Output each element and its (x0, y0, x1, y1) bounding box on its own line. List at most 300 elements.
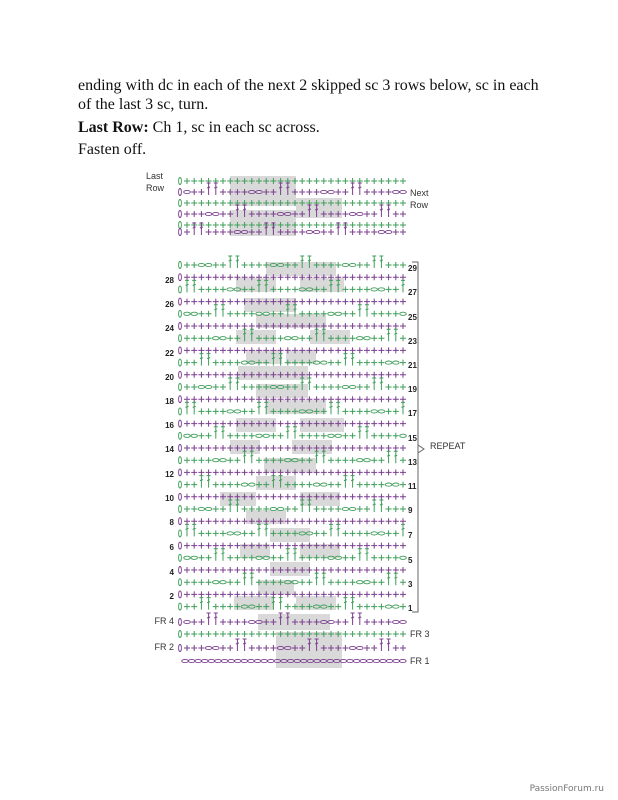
shaded-block (286, 350, 316, 364)
sc-stitch (357, 421, 363, 427)
sc-stitch (335, 189, 341, 195)
sc-stitch (314, 384, 320, 390)
sc-stitch (206, 274, 212, 280)
sc-stitch (191, 384, 197, 390)
chain-stitch (220, 337, 227, 340)
sc-stitch (213, 469, 219, 475)
sc-stitch (400, 323, 406, 329)
turning-chain (179, 396, 182, 403)
sc-stitch (249, 323, 255, 329)
sc-stitch (364, 262, 370, 268)
sc-stitch (213, 445, 219, 451)
chain-stitch (328, 312, 335, 315)
chain-stitch (378, 532, 385, 535)
row-num-28: 28 (165, 276, 174, 285)
chain-stitch (360, 659, 367, 662)
row-num-29: 29 (408, 264, 417, 273)
sc-stitch (256, 469, 262, 475)
sc-stitch (342, 200, 348, 206)
sc-stitch (206, 445, 212, 451)
sc-stitch (364, 299, 370, 305)
sc-stitch (400, 335, 406, 341)
last-row-label-2: Row (146, 183, 165, 193)
sc-stitch (335, 262, 341, 268)
sc-stitch (299, 222, 305, 228)
dc-stitch (315, 573, 319, 585)
sc-stitch (400, 299, 406, 305)
dc-stitch (185, 524, 189, 536)
dc-stitch (343, 476, 347, 488)
chain-stitch (349, 507, 356, 510)
dc-stitch (387, 639, 391, 651)
sc-stitch (328, 384, 334, 390)
sc-stitch (342, 299, 348, 305)
dc-stitch (401, 402, 405, 414)
chain-stitch (254, 659, 261, 662)
sc-stitch (357, 445, 363, 451)
sc-stitch (400, 360, 406, 366)
sc-stitch (393, 211, 399, 217)
sc-stitch (220, 619, 226, 625)
sc-stitch (227, 543, 233, 549)
sc-stitch (378, 482, 384, 488)
sc-stitch (393, 262, 399, 268)
sc-stitch (213, 482, 219, 488)
sc-stitch (350, 335, 356, 341)
chain-stitch (393, 605, 400, 608)
chain-stitch (353, 659, 360, 662)
sc-stitch (191, 299, 197, 305)
sc-stitch (371, 433, 377, 439)
sc-stitch (371, 645, 377, 651)
sc-stitch (263, 494, 269, 500)
turning-chain (179, 347, 182, 354)
sc-stitch (191, 347, 197, 353)
sc-stitch (350, 299, 356, 305)
chain-stitch (386, 659, 393, 662)
sc-stitch (342, 543, 348, 549)
chain-stitch (393, 620, 400, 623)
sc-stitch (191, 619, 197, 625)
sc-stitch (357, 286, 363, 292)
sc-stitch (234, 619, 240, 625)
sc-stitch (191, 189, 197, 195)
sc-stitch (198, 579, 204, 585)
sc-stitch (234, 396, 240, 402)
chain-stitch (371, 532, 378, 535)
chain-stitch (198, 263, 205, 266)
row-num-8: 8 (169, 518, 174, 527)
sc-stitch (371, 274, 377, 280)
sc-stitch (299, 482, 305, 488)
sc-stitch (206, 543, 212, 549)
sc-stitch (386, 396, 392, 402)
sc-stitch (400, 229, 406, 235)
dc-stitch (192, 524, 196, 536)
last-row-instructions: Ch 1, sc in each sc across. (148, 119, 320, 136)
sc-stitch (278, 433, 284, 439)
next-row-label-2: Row (410, 200, 429, 210)
sc-stitch (328, 229, 334, 235)
sc-stitch (249, 408, 255, 414)
chain-stitch (292, 337, 299, 340)
sc-stitch (220, 274, 226, 280)
sc-stitch (213, 567, 219, 573)
sc-stitch (393, 567, 399, 573)
sc-stitch (184, 506, 190, 512)
sc-stitch (378, 567, 384, 573)
sc-stitch (285, 604, 291, 610)
sc-stitch (364, 408, 370, 414)
sc-stitch (220, 323, 226, 329)
sc-stitch (393, 433, 399, 439)
sc-stitch (400, 482, 406, 488)
sc-stitch (227, 604, 233, 610)
dc-stitch (199, 354, 203, 366)
chain-stitch (342, 385, 349, 388)
sc-stitch (378, 591, 384, 597)
sc-stitch (364, 396, 370, 402)
chain-stitch (400, 312, 407, 315)
sc-stitch (184, 360, 190, 366)
dc-stitch (351, 476, 355, 488)
row-num-3: 3 (408, 580, 413, 589)
dc-stitch (192, 402, 196, 414)
chain-stitch (213, 459, 220, 462)
sc-stitch (393, 299, 399, 305)
chain-stitch (205, 263, 212, 266)
chain-stitch (306, 230, 313, 233)
sc-stitch (198, 619, 204, 625)
sc-stitch (378, 360, 384, 366)
sc-stitch (270, 445, 276, 451)
chain-stitch (234, 410, 241, 413)
row-num-6: 6 (169, 543, 174, 552)
next-row-label-1: Next (410, 188, 429, 198)
sc-stitch (386, 555, 392, 561)
turning-chain (179, 222, 182, 229)
sc-stitch (184, 347, 190, 353)
chain-stitch (249, 620, 256, 623)
turning-chain (179, 432, 182, 439)
sc-stitch (335, 604, 341, 610)
turning-chain (179, 200, 182, 207)
sc-stitch (342, 469, 348, 475)
sc-stitch (242, 619, 248, 625)
sc-stitch (378, 619, 384, 625)
chain-stitch (184, 620, 191, 623)
sc-stitch (220, 347, 226, 353)
sc-stitch (206, 579, 212, 585)
turning-chain (179, 506, 182, 513)
sc-stitch (184, 323, 190, 329)
sc-stitch (378, 311, 384, 317)
sc-stitch (364, 645, 370, 651)
sc-stitch (321, 222, 327, 228)
sc-stitch (386, 631, 392, 637)
sc-stitch (220, 178, 226, 184)
sc-stitch (249, 631, 255, 637)
sc-stitch (314, 530, 320, 536)
sc-stitch (184, 372, 190, 378)
sc-stitch (242, 323, 248, 329)
chain-stitch (191, 434, 198, 437)
turning-chain (179, 631, 182, 638)
sc-stitch (328, 222, 334, 228)
dc-stitch (365, 305, 369, 317)
turning-chain (179, 274, 182, 281)
sc-stitch (198, 211, 204, 217)
sc-stitch (227, 555, 233, 561)
chain-stitch (188, 659, 195, 662)
sc-stitch (400, 645, 406, 651)
sc-stitch (342, 591, 348, 597)
sc-stitch (227, 372, 233, 378)
dc-stitch (351, 354, 355, 366)
sc-stitch (393, 323, 399, 329)
sc-stitch (191, 591, 197, 597)
sc-stitch (292, 286, 298, 292)
sc-stitch (335, 445, 341, 451)
sc-stitch (321, 469, 327, 475)
sc-stitch (357, 631, 363, 637)
sc-stitch (191, 396, 197, 402)
sc-stitch (278, 555, 284, 561)
dc-stitch (221, 549, 225, 561)
sc-stitch (342, 211, 348, 217)
sc-stitch (278, 445, 284, 451)
sc-stitch (242, 631, 248, 637)
sc-stitch (386, 591, 392, 597)
sc-stitch (335, 323, 341, 329)
sc-stitch (234, 323, 240, 329)
sc-stitch (184, 211, 190, 217)
sc-stitch (400, 396, 406, 402)
sc-stitch (198, 335, 204, 341)
chain-stitch (349, 212, 356, 215)
sc-stitch (198, 323, 204, 329)
chain-stitch (349, 263, 356, 266)
dc-stitch (199, 598, 203, 610)
sc-stitch (285, 494, 291, 500)
sc-stitch (335, 619, 341, 625)
sc-stitch (184, 494, 190, 500)
sc-stitch (371, 311, 377, 317)
sc-stitch (184, 543, 190, 549)
sc-stitch (220, 530, 226, 536)
sc-stitch (357, 591, 363, 597)
sc-stitch (350, 311, 356, 317)
sc-stitch (299, 335, 305, 341)
sc-stitch (184, 384, 190, 390)
sc-stitch (227, 323, 233, 329)
sc-stitch (249, 433, 255, 439)
sc-stitch (357, 408, 363, 414)
sc-stitch (278, 335, 284, 341)
sc-stitch (335, 482, 341, 488)
sc-stitch (263, 445, 269, 451)
chain-stitch (347, 659, 354, 662)
sc-stitch (386, 347, 392, 353)
sc-stitch (364, 482, 370, 488)
dc-stitch (358, 549, 362, 561)
sc-stitch (328, 299, 334, 305)
row-num-15: 15 (408, 434, 417, 443)
sc-stitch (198, 396, 204, 402)
sc-stitch (371, 211, 377, 217)
chain-stitch (385, 361, 392, 364)
sc-stitch (184, 445, 190, 451)
shaded-block (236, 330, 276, 344)
turning-chain (179, 229, 182, 236)
sc-stitch (213, 360, 219, 366)
sc-stitch (393, 421, 399, 427)
sc-stitch (198, 421, 204, 427)
sc-stitch (249, 567, 255, 573)
sc-stitch (321, 433, 327, 439)
sc-stitch (342, 619, 348, 625)
sc-stitch (206, 335, 212, 341)
sc-stitch (378, 579, 384, 585)
last-row-label-1: Last (146, 171, 164, 181)
chain-stitch (385, 483, 392, 486)
turning-chain (179, 286, 182, 293)
sc-stitch (371, 579, 377, 585)
sc-stitch (342, 631, 348, 637)
sc-stitch (371, 469, 377, 475)
turning-chain (179, 211, 182, 218)
row-num-19: 19 (408, 385, 417, 394)
sc-stitch (393, 543, 399, 549)
sc-stitch (306, 222, 312, 228)
sc-stitch (191, 262, 197, 268)
row-num-18: 18 (165, 397, 174, 406)
turning-chain (179, 384, 182, 391)
sc-stitch (350, 631, 356, 637)
dc-stitch (214, 427, 218, 439)
sc-stitch (220, 211, 226, 217)
sc-stitch (220, 189, 226, 195)
sc-stitch (213, 229, 219, 235)
sc-stitch (400, 200, 406, 206)
sc-stitch (227, 360, 233, 366)
turning-chain (179, 603, 182, 610)
chain-stitch (248, 659, 255, 662)
row-num-25: 25 (408, 313, 417, 322)
sc-stitch (184, 591, 190, 597)
dc-stitch (214, 549, 218, 561)
fr3-label: FR 3 (410, 629, 430, 639)
turning-chain (179, 359, 182, 366)
sc-stitch (220, 518, 226, 524)
sc-stitch (242, 262, 248, 268)
sc-stitch (364, 178, 370, 184)
sc-stitch (184, 178, 190, 184)
sc-stitch (350, 286, 356, 292)
sc-stitch (350, 543, 356, 549)
sc-stitch (357, 604, 363, 610)
sc-stitch (206, 323, 212, 329)
dc-stitch (293, 549, 297, 561)
sc-stitch (335, 567, 341, 573)
sc-stitch (335, 396, 341, 402)
sc-stitch (357, 543, 363, 549)
sc-stitch (191, 579, 197, 585)
sc-stitch (292, 543, 298, 549)
chain-stitch (364, 581, 371, 584)
sc-stitch (299, 299, 305, 305)
sc-stitch (198, 530, 204, 536)
dc-stitch (351, 183, 355, 195)
sc-stitch (227, 433, 233, 439)
chain-stitch (328, 190, 335, 193)
sc-stitch (393, 178, 399, 184)
sc-stitch (357, 469, 363, 475)
sc-stitch (364, 494, 370, 500)
sc-stitch (371, 631, 377, 637)
chain-stitch (393, 659, 400, 662)
sc-stitch (378, 543, 384, 549)
sc-stitch (357, 384, 363, 390)
sc-stitch (386, 518, 392, 524)
sc-stitch (371, 178, 377, 184)
sc-stitch (371, 482, 377, 488)
sc-stitch (371, 457, 377, 463)
sc-stitch (371, 335, 377, 341)
sc-stitch (270, 543, 276, 549)
sc-stitch (206, 469, 212, 475)
sc-stitch (220, 299, 226, 305)
sc-stitch (206, 591, 212, 597)
sc-stitch (400, 372, 406, 378)
sc-stitch (191, 274, 197, 280)
dc-stitch (243, 639, 247, 651)
sc-stitch (256, 494, 262, 500)
fr2-label: FR 2 (154, 642, 174, 652)
sc-stitch (357, 494, 363, 500)
sc-stitch (227, 469, 233, 475)
sc-stitch (400, 262, 406, 268)
sc-stitch (400, 506, 406, 512)
sc-stitch (386, 222, 392, 228)
sc-stitch (364, 530, 370, 536)
dc-stitch (279, 598, 283, 610)
dc-stitch (379, 639, 383, 651)
row-num-12: 12 (165, 470, 174, 479)
chain-stitch (261, 659, 268, 662)
chain-stitch (357, 337, 364, 340)
sc-stitch (371, 222, 377, 228)
sc-stitch (227, 311, 233, 317)
sc-stitch (386, 178, 392, 184)
sc-stitch (213, 543, 219, 549)
sc-stitch (400, 347, 406, 353)
sc-stitch (270, 645, 276, 651)
sc-stitch (386, 445, 392, 451)
sc-stitch (191, 445, 197, 451)
sc-stitch (335, 347, 341, 353)
sc-stitch (184, 457, 190, 463)
sc-stitch (314, 433, 320, 439)
sc-stitch (234, 631, 240, 637)
sc-stitch (220, 262, 226, 268)
chain-stitch (241, 659, 248, 662)
sc-stitch (314, 299, 320, 305)
sc-stitch (292, 421, 298, 427)
chain-stitch (349, 385, 356, 388)
dc-stitch (286, 549, 290, 561)
fasten-off-text: Fasten off. (78, 141, 147, 158)
